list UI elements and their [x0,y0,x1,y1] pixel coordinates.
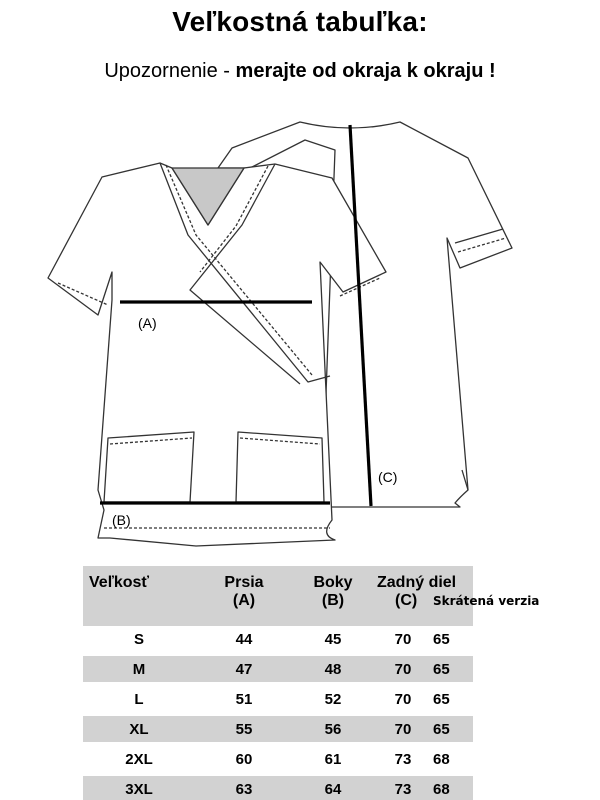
table-row [83,686,473,712]
right-pocket [236,432,324,502]
cell-short: 65 [433,660,450,678]
label-a: (A) [138,315,157,331]
table-row [83,716,473,742]
cell-hips: 61 [324,750,342,768]
left-pocket [104,432,194,502]
cell-back: 70 [394,630,412,648]
table-row [83,656,473,682]
cell-short: 68 [433,780,450,798]
table-row [83,776,473,800]
cell-short: 65 [433,690,450,708]
garment-drawing [0,110,600,560]
cell-chest: 60 [235,750,253,768]
label-c: (C) [378,469,398,485]
header-hips: Boky (B) [313,574,353,609]
header-back: Zadný diel (C) [377,574,457,609]
cell-chest: 44 [235,630,253,648]
page-title: Veľkostná tabuľka: [172,6,428,37]
cell-hips: 64 [324,780,342,798]
label-b: (B) [112,512,131,528]
cell-back: 73 [394,750,412,768]
measure-warning [0,60,600,83]
table-row [83,626,473,652]
warning-emphasis: merajte od okraja k okraju ! [235,60,496,82]
cell-hips: 45 [324,630,342,648]
cell-short: 65 [433,630,450,648]
cell-size: S [133,630,144,648]
cell-hips: 52 [324,690,342,708]
cell-size: M [132,660,146,678]
cell-short: 68 [433,750,450,768]
cell-chest: 55 [235,720,253,738]
size-table [83,566,473,800]
cell-size: XL [129,720,149,738]
header-chest: Prsia (A) [224,574,264,609]
cell-back: 70 [394,690,412,708]
cell-back: 73 [394,780,412,798]
cell-short: 65 [433,720,450,738]
table-header-row [83,566,473,626]
cell-back: 70 [394,720,412,738]
cell-hips: 56 [324,720,342,738]
cell-size: L [134,690,144,708]
cell-chest: 47 [235,660,253,678]
cell-chest: 51 [235,690,253,708]
header-short-version: Skrátená verzia [433,594,540,608]
cell-size: 3XL [125,780,153,798]
cell-hips: 48 [324,660,342,678]
table-row [83,746,473,772]
cell-back: 70 [394,660,412,678]
warning-prefix: Upozornenie - [104,60,236,82]
header-size: Veľkosť [89,574,150,591]
cell-chest: 63 [235,780,253,798]
cell-size: 2XL [125,750,153,768]
